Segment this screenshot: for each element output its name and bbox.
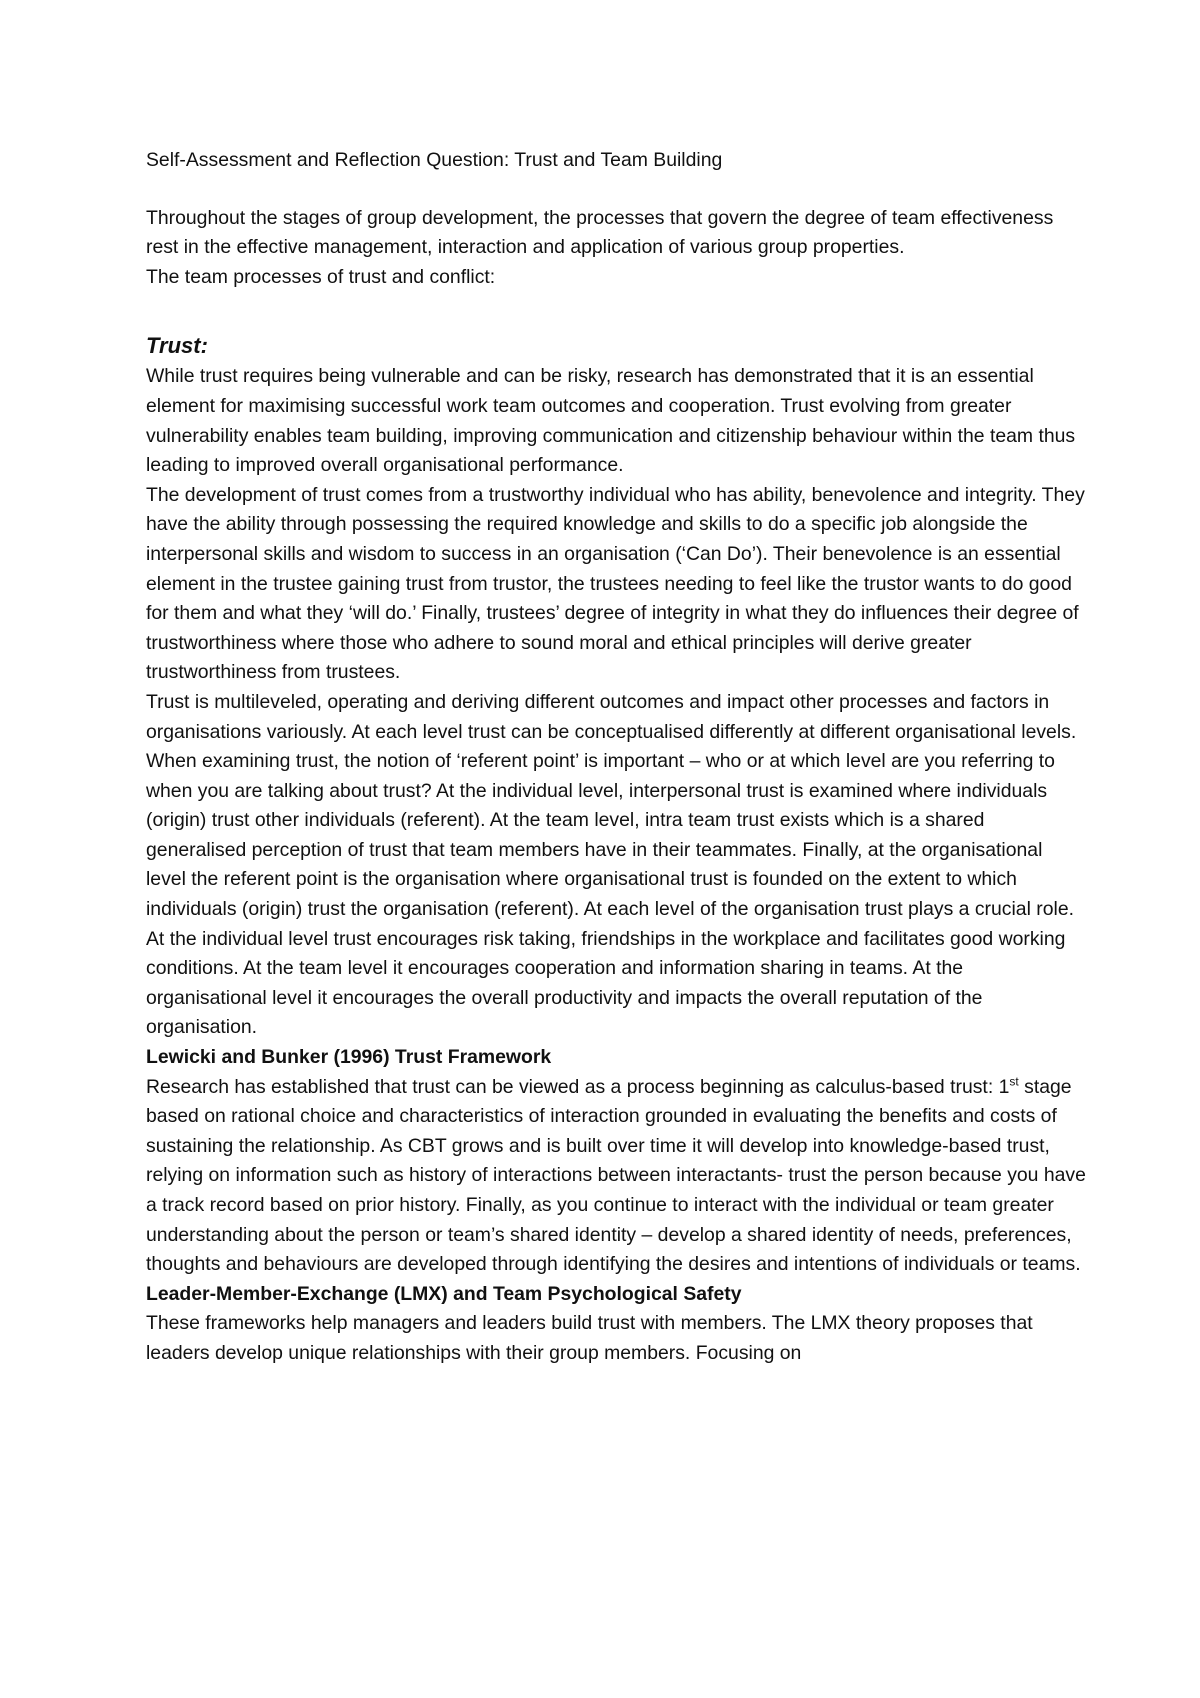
trust-paragraph-3: Trust is multileveled, operating and deriving different outcomes and impact other processes and factors in organisations variously. At each level trust can be conceptualised differently at different organisational levels. When examining trust, the notion of ‘referent point’ is important – who or at which level are you referring to when you are talking about trust? At the individual level, interpersonal trust is examined where individuals (origin) trust other individuals (referent). At the team level, intra team trust exists which is a shared generalised perception of trust that team members have in their teammates. Finally, at the organisational level the referent point is the organisation where organisational trust is founded on the extent to which individuals (origin) trust the organisation (referent). At each level of the organisation trust plays a crucial role. At the individual level trust encourages risk taking, friendships in the workplace and facilitates good working conditions. At the team level it encourages cooperation and information sharing in teams. At the organisational level it encourages the overall productivity and impacts the overall reputation of the organisation. (146, 690, 1077, 1039)
document-title: Self-Assessment and Reflection Question: Trust and Team Building (146, 149, 723, 171)
trust-paragraph-1: While trust requires being vulnerable and can be risky, research has demonstrated that it is an essential element for maximising successful work team outcomes and cooperation. Trust evolving from greater vulnerability enables team building, improving communication and citizenship behaviour within the team thus leading to improved overall organisational performance. (146, 365, 1076, 477)
lewicki-bunker-heading: Lewicki and Bunker (1996) Trust Framework (146, 1046, 552, 1069)
lewicki-bunker-paragraph (146, 1073, 1086, 1280)
superscript-st: st (1009, 1074, 1019, 1089)
document-page (146, 146, 1086, 1369)
intro-paragraph: Throughout the stages of group development, the processes that govern the degree of team effectiveness rest in the effective management, interaction and application of various group properties. (146, 206, 1054, 259)
lewicki-text-rest: stage based on rational choice and characteristics of interaction grounded in evaluating the benefits and costs of sustaining the relationship. As CBT grows and is built over time it will develop into knowledge-based trust, relying on information such as history of interactions between interactants- trust the person because you have a track record based on prior history. Finally, as you continue to interact with the individual or team greater understanding about the person or team’s shared identity – develop a shared identity of needs, preferences, thoughts and behaviours are developed through identifying the desires and intentions of individuals or teams. (146, 1075, 1086, 1276)
intro-line: The team processes of trust and conflict: (146, 265, 496, 288)
lewicki-text-start: Research has established that trust can be viewed as a process beginning as calculus-based trust: 1 (146, 1075, 1010, 1098)
trust-paragraph-2: The development of trust comes from a trustworthy individual who has ability, benevolence and integrity. They have the ability through possessing the required knowledge and skills to do a specific job alongside the interpersonal skills and wisdom to success in an organisation (‘Can Do’). Their benevolence is an essential element in the trustee gaining trust from trustor, the trustees needing to feel like the trustor wants to do good for them and what they ‘will do.’ Finally, trustees’ degree of integrity in what they do influences their degree of trustworthiness where those who adhere to sound moral and ethical principles will derive greater trustworthiness from trustees. (146, 483, 1085, 684)
lmx-paragraph: These frameworks help managers and leaders build trust with members. The LMX theory proposes that leaders develop unique relationships with their group members. Focusing on (146, 1312, 1033, 1364)
lmx-heading: Leader-Member-Exchange (LMX) and Team Psychological Safety (146, 1282, 742, 1305)
trust-heading: Trust: (146, 333, 208, 359)
